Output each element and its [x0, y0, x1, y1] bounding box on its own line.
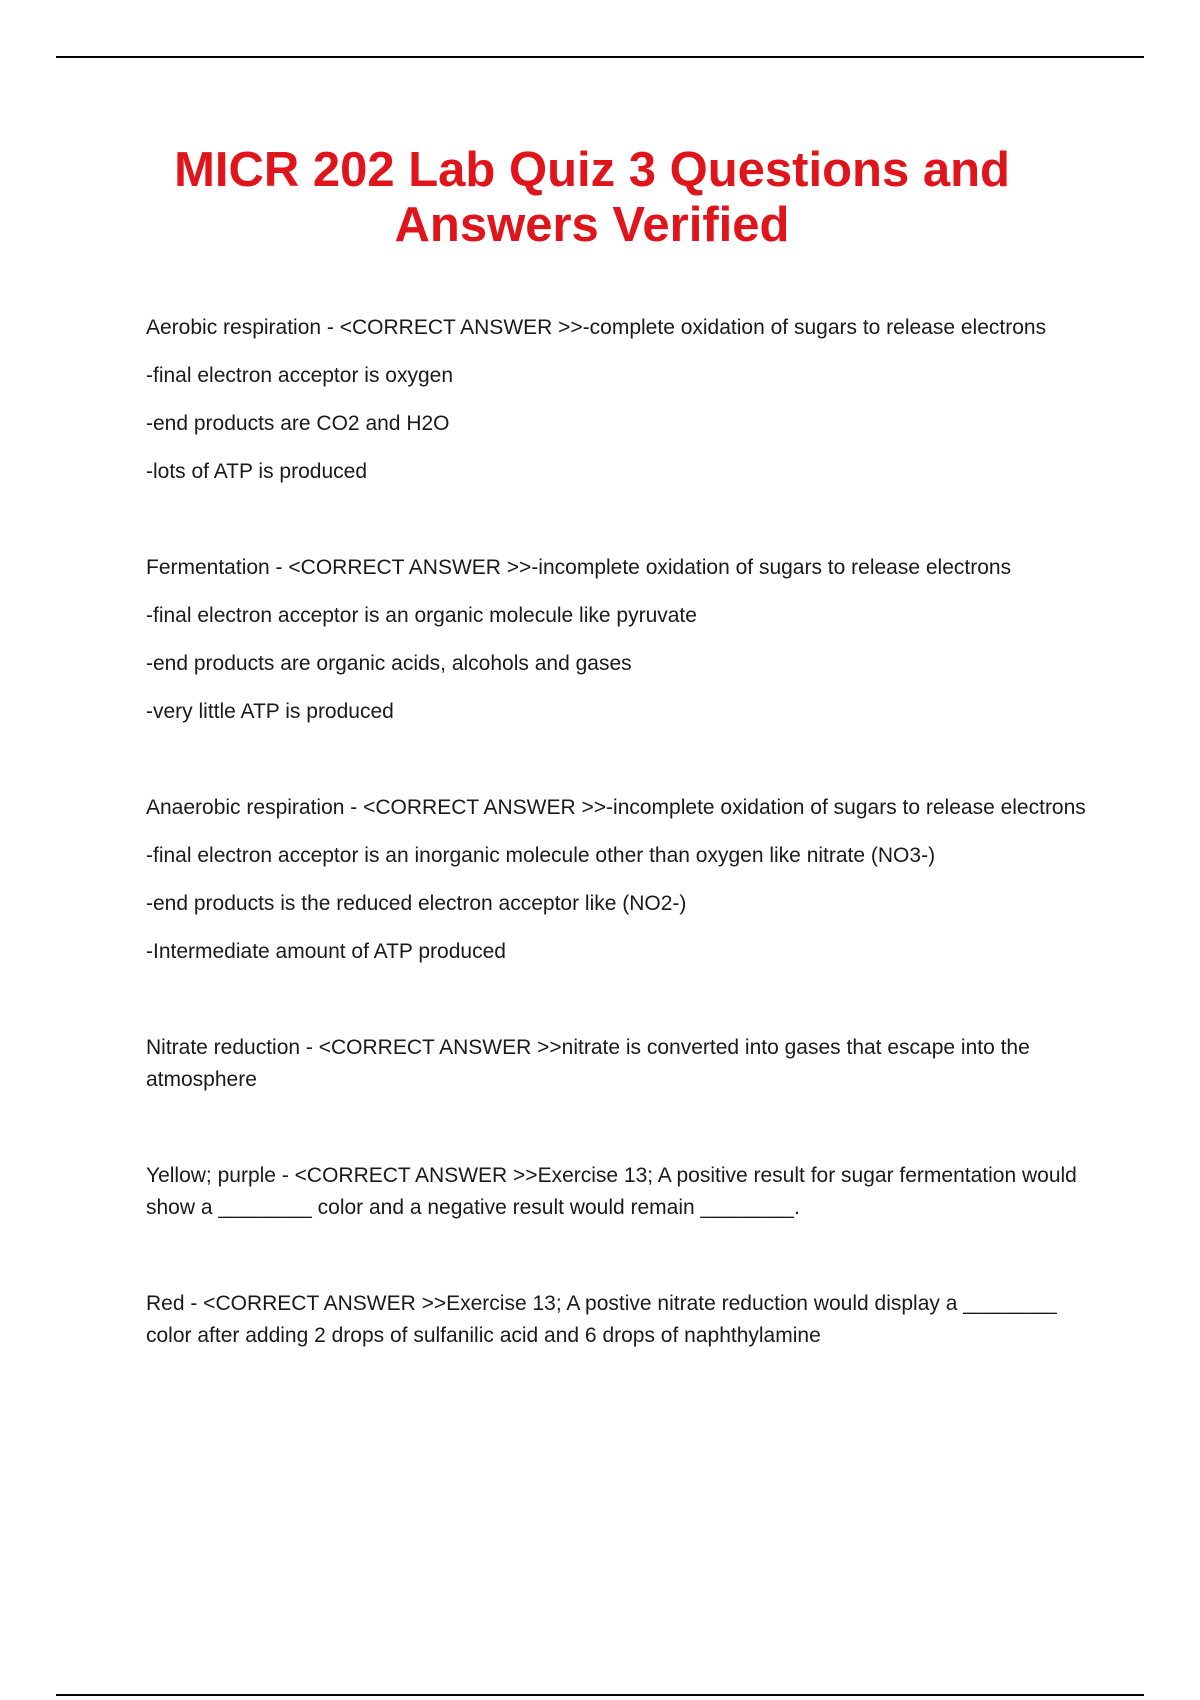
entry-line: -very little ATP is produced [146, 700, 394, 723]
title-line-1: MICR 202 Lab Quiz 3 Questions and [174, 143, 1010, 197]
entry-line: -final electron acceptor is oxygen [146, 364, 453, 387]
entry-line: Fermentation - <CORRECT ANSWER >>-incomplete oxidation of sugars to release electrons [146, 556, 1012, 579]
entry-line: -final electron acceptor is an organic molecule like pyruvate [146, 604, 697, 627]
entry-line: Yellow; purple - <CORRECT ANSWER >>Exercise 13; A positive result for sugar fermentation would show a ________ color and a negative result would remain ________. [146, 1164, 1077, 1219]
qa-entry-aerobic-respiration [146, 312, 1096, 488]
bottom-rule [56, 1694, 1144, 1696]
entry-line: Nitrate reduction - <CORRECT ANSWER >>nitrate is converted into gases that escape into the atmosphere [146, 1036, 1030, 1091]
qa-entry-anaerobic-respiration [146, 792, 1096, 968]
entry-line: Anaerobic respiration - <CORRECT ANSWER >>-incomplete oxidation of sugars to release electrons [146, 796, 1086, 819]
entry-line: -end products are CO2 and H2O [146, 412, 450, 435]
qa-entry-red [146, 1288, 1096, 1352]
document-title [0, 143, 1184, 253]
qa-entry-fermentation [146, 552, 1096, 728]
entry-line: -Intermediate amount of ATP produced [146, 940, 506, 963]
entry-line: -end products is the reduced electron acceptor like (NO2-) [146, 892, 687, 915]
entry-line: -end products are organic acids, alcohols and gases [146, 652, 632, 675]
top-rule [56, 56, 1144, 58]
entry-line: Aerobic respiration - <CORRECT ANSWER >>-complete oxidation of sugars to release electrons [146, 316, 1047, 339]
qa-entry-nitrate-reduction [146, 1032, 1096, 1096]
entry-line: Red - <CORRECT ANSWER >>Exercise 13; A postive nitrate reduction would display a ________ color after adding 2 drops of sulfanilic acid and 6 drops of naphthylamine [146, 1292, 1057, 1347]
entry-line: -lots of ATP is produced [146, 460, 368, 483]
entry-line: -final electron acceptor is an inorganic molecule other than oxygen like nitrate (NO3-) [146, 844, 936, 867]
qa-entry-yellow-purple [146, 1160, 1096, 1224]
title-line-2: Answers Verified [394, 198, 790, 252]
qa-list [146, 312, 1096, 1416]
